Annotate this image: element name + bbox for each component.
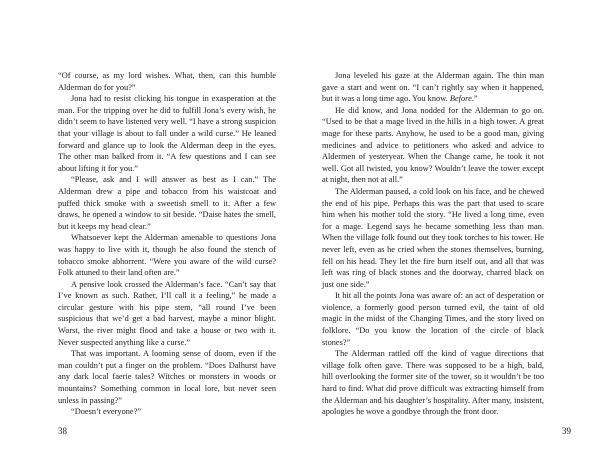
paragraph: The Alderman rattled off the kind of vague directions that village folk often gave. There was supposed to be a high, bald, hill overlooking the former site of the tower, so it wouldn’t be too hard to find. What did prove difficult was extracting himself from the Alderman and his daughter’s hospitality. After many, insistent, apologies he wove a goodbye through the front door. (322, 349, 544, 417)
paragraph: Whatsoever kept the Alderman amenable to questions Jona was happy to live with it, though he also found the stench of tobacco smoke abhorrent. “Were you aware of the wild curse? Folk attuned to their land often are.” (58, 233, 276, 278)
paragraph: He did know, and Jona nodded for the Alderman to go on. “Used to be that a mage lived in the hills in a high tower. A great mage for these parts. Anyhow, he used to be a good man, giving medicines and advice to petitioners who asked and advice to Aldermen of yesteryear. When the Change came, he took it not well. Got all twisted, you know? Wouldn’t leave the tower except at night, then not at all.” (322, 105, 544, 185)
left-page-text (58, 70, 276, 418)
page-number: 39 (562, 426, 571, 436)
paragraph: “Doesn’t everyone?” (71, 407, 142, 417)
paragraph-text-end: .” (471, 94, 478, 104)
paragraph: Jona had to resist clicking his tongue in exasperation at the man. For the tripping over he did to fulfill Jona’s every wish, he didn’t seem to have listened very well. “I have a strong suspicion that your village is about to fall under a wild curse.” He leaned forward and glance up to look the Alderman deep in the eyes. The other man balked from it. “A few questions and I can see about lifting it for you.” (58, 94, 276, 173)
emphasis-text: Before (449, 94, 472, 104)
paragraph: A pensive look crossed the Alderman’s face. “Can’t say that I’ve known as such. Rather, I’ll call it a feeling,” he made a circular gesture with his pipe stem, “all round I’ve been suspicious that we’d get a bad harvest, maybe a minor blight. Worst, the river might flood and take a house or two with it. Never suspected anything like a curse.” (58, 279, 276, 347)
right-page (300, 0, 600, 463)
paragraph: The Alderman paused, a cold look on his face, and he chewed the end of his pipe. Perhaps this was the part that used to scare him when his mother told the story. “He lived a long time, even for a mage. Legend says he became something less than man. When the village folk found out they took torches to his tower. He never left, even as he cried when the stones themselves, burning, fell on his head. They let the fire burn itself out, and all that was left was ring of black stones and the doorway, charred black on just one side.” (322, 186, 544, 289)
page-number: 38 (58, 426, 67, 436)
paragraph (322, 70, 544, 105)
paragraph: “Please, ask and I will answer as best as I can.” The Alderman drew a pipe and tobacco from his waistcoat and puffed thick smoke with a sweetish smell to it. After a few draws, he opened a window to sit beside. “Daise hates the smell, but it keeps my head clear.” (58, 175, 276, 231)
paragraph: It hit all the points Jona was aware of: an act of desperation or violence, a formerly good person turned evil, the taint of old magic in the midst of the Changing Times, and the story lived on folklore. “Do you know the location of the circle of black stones?” (322, 291, 544, 347)
paragraph: That was important. A looming sense of doom, even if the man couldn’t put a finger on the problem. “Does Dalhurst have any dark local faerie tales? Witches or monsters in woods or mountains? Something common in local lore, but never seen unless in passing?” (58, 349, 276, 405)
right-page-text (322, 70, 544, 418)
paragraph-text: Jona leveled his gaze at the Alderman again. The thin man gave a start and went on. “I can’t rightly say when it happened, but it was a long time ago. You know. (322, 71, 544, 104)
paragraph: “Of course, as my lord wishes. What, then, can this humble Alderman do for you?” (58, 71, 276, 92)
